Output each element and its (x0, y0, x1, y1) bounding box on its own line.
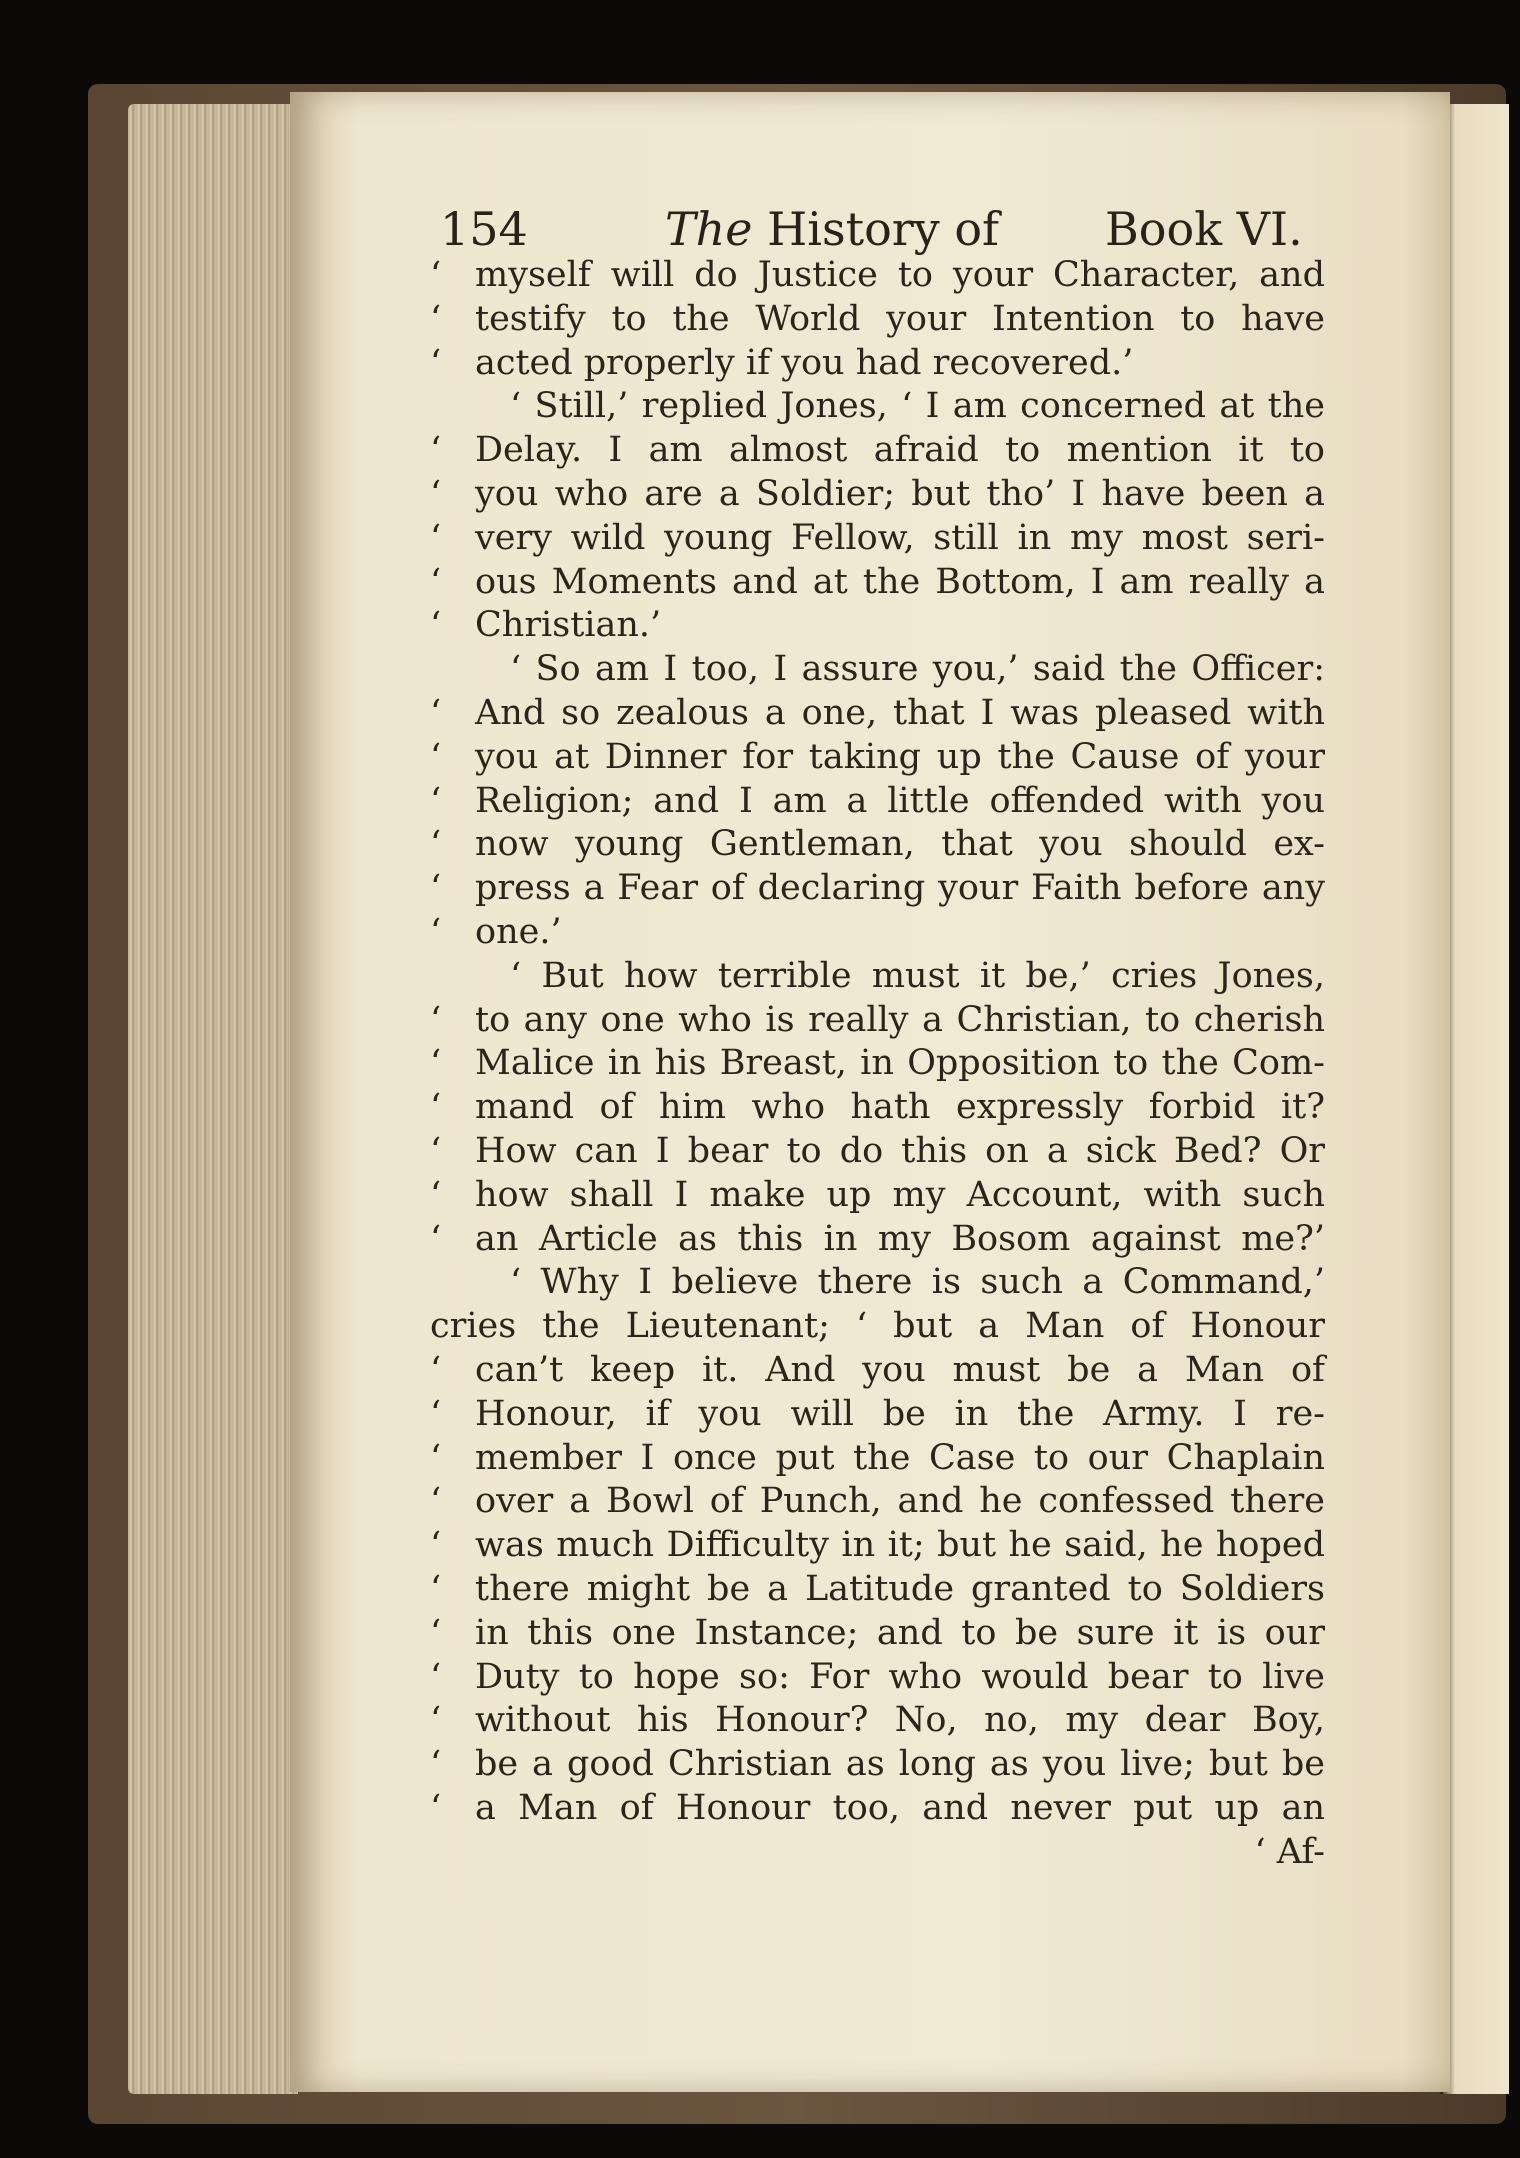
line-text: cries the Lieutenant; ‘ but a Man of Honour (430, 1306, 1325, 1347)
quote-mark: ‘ (430, 1043, 442, 1084)
quote-mark: ‘ (430, 1174, 442, 1215)
quote-mark: ‘ (430, 1437, 442, 1478)
quote-mark: ‘ (430, 1481, 442, 1522)
line-text: Malice in his Breast, in Opposition to the Com- (475, 1043, 1325, 1084)
line-text: press a Fear of declaring your Faith before any (475, 868, 1325, 909)
line-text: now young Gentleman, that you should ex- (475, 824, 1325, 865)
text-line (430, 692, 1430, 736)
catchword-line (430, 1831, 1430, 1875)
text-line (430, 1393, 1430, 1437)
line-text: mand of him who hath expressly forbid it? (475, 1087, 1325, 1128)
line-text: ‘ Still,’ replied Jones, ‘ I am concerned at the (510, 386, 1325, 427)
text-line (430, 1787, 1430, 1831)
text-line (430, 604, 1430, 648)
book-page (290, 92, 1450, 2092)
quote-mark: ‘ (430, 1612, 442, 1653)
quote-mark: ‘ (430, 1787, 442, 1828)
book-number: Book VI. (1105, 202, 1303, 256)
text-line (430, 517, 1430, 561)
line-text: an Article as this in my Bosom against me?’ (475, 1218, 1325, 1259)
text-line (430, 1743, 1430, 1787)
text-line (430, 780, 1430, 824)
catchword: ‘ Af- (1254, 1831, 1325, 1872)
quote-mark: ‘ (430, 692, 442, 733)
line-text: you who are a Soldier; but tho’ I have been a (475, 473, 1325, 514)
quote-mark: ‘ (430, 1087, 442, 1128)
text-line (430, 911, 1430, 955)
text-line (430, 1568, 1430, 1612)
text-line (430, 999, 1430, 1043)
text-line (430, 1130, 1430, 1174)
line-text: one.’ (475, 911, 562, 952)
text-line (430, 1612, 1430, 1656)
line-text: there might be a Latitude granted to Soldiers (475, 1568, 1325, 1609)
text-line (430, 1042, 1430, 1086)
line-text: a Man of Honour too, and never put up an (475, 1787, 1325, 1828)
quote-mark: ‘ (430, 255, 442, 295)
quote-mark: ‘ (430, 911, 442, 952)
text-line (430, 1699, 1430, 1743)
text-line (430, 1524, 1430, 1568)
quote-mark: ‘ (430, 605, 442, 646)
line-text: can’t keep it. And you must be a Man of (475, 1349, 1325, 1390)
running-title (665, 202, 999, 256)
page-edges (128, 104, 298, 2094)
line-text: myself will do Justice to your Character, and (475, 255, 1325, 295)
line-text: acted properly if you had recovered.’ (475, 342, 1134, 383)
page-number: 154 (440, 202, 528, 256)
line-text: ‘ So am I too, I assure you,’ said the Officer: (510, 649, 1325, 690)
line-text: Duty to hope so: For who would bear to live (475, 1656, 1325, 1697)
text-line (430, 561, 1430, 605)
text-line (430, 736, 1430, 780)
text-line (430, 1174, 1430, 1218)
quote-mark: ‘ (430, 342, 442, 383)
quote-mark: ‘ (430, 517, 442, 558)
quote-mark: ‘ (430, 1349, 442, 1390)
text-line (430, 1218, 1430, 1262)
line-text: over a Bowl of Punch, and he confessed there (475, 1481, 1325, 1522)
text-line (430, 1437, 1430, 1481)
quote-mark: ‘ (430, 1700, 442, 1741)
running-title-rest: History of (752, 202, 1000, 256)
quote-mark: ‘ (430, 1218, 442, 1259)
body-text (430, 254, 1430, 1874)
text-line (430, 1261, 1430, 1305)
quote-mark: ‘ (430, 999, 442, 1040)
quote-mark: ‘ (430, 1656, 442, 1697)
quote-mark: ‘ (430, 824, 442, 865)
text-line (430, 429, 1430, 473)
text-line (430, 1349, 1430, 1393)
text-line (430, 254, 1430, 298)
line-text: ‘ But how terrible must it be,’ cries Jones, (510, 955, 1325, 996)
text-line (430, 648, 1430, 692)
text-line (430, 955, 1430, 999)
line-text: Christian.’ (475, 605, 662, 646)
line-text: without his Honour? No, no, my dear Boy, (475, 1700, 1325, 1741)
line-text: to any one who is really a Christian, to cherish (475, 999, 1325, 1040)
line-text: how shall I make up my Account, with such (475, 1174, 1325, 1215)
quote-mark: ‘ (430, 298, 442, 339)
line-text: And so zealous a one, that I was pleased with (475, 692, 1325, 733)
line-text: was much Difficulty in it; but he said, he hoped (475, 1525, 1325, 1566)
quote-mark: ‘ (430, 1393, 442, 1434)
quote-mark: ‘ (430, 780, 442, 821)
text-line (430, 1305, 1430, 1349)
running-title-italic: The (665, 202, 753, 256)
facing-page-edge (1440, 104, 1509, 2094)
line-text: ‘ Why I believe there is such a Command,’ (510, 1262, 1325, 1303)
quote-mark: ‘ (430, 430, 442, 471)
line-text: you at Dinner for taking up the Cause of your (475, 736, 1325, 777)
text-line (430, 385, 1430, 429)
text-line (430, 473, 1430, 517)
text-line (430, 298, 1430, 342)
text-line (430, 823, 1430, 867)
quote-mark: ‘ (430, 1130, 442, 1171)
line-text: be a good Christian as long as you live; but be (475, 1744, 1325, 1785)
text-line (430, 1656, 1430, 1700)
quote-mark: ‘ (430, 561, 442, 602)
line-text: ous Moments and at the Bottom, I am really a (475, 561, 1325, 602)
line-text: member I once put the Case to our Chaplain (475, 1437, 1325, 1478)
line-text: in this one Instance; and to be sure it is our (475, 1612, 1325, 1653)
text-line (430, 342, 1430, 386)
quote-mark: ‘ (430, 1744, 442, 1785)
text-line (430, 1480, 1430, 1524)
quote-mark: ‘ (430, 1525, 442, 1566)
line-text: testify to the World your Intention to have (475, 298, 1325, 339)
line-text: Honour, if you will be in the Army. I re- (475, 1393, 1325, 1434)
text-line (430, 1086, 1430, 1130)
line-text: very wild young Fellow, still in my most seri- (475, 517, 1325, 558)
text-line (430, 867, 1430, 911)
quote-mark: ‘ (430, 868, 442, 909)
quote-mark: ‘ (430, 473, 442, 514)
quote-mark: ‘ (430, 1568, 442, 1609)
line-text: Religion; and I am a little offended with you (475, 780, 1325, 821)
quote-mark: ‘ (430, 736, 442, 777)
line-text: How can I bear to do this on a sick Bed? Or (475, 1130, 1325, 1171)
line-text: Delay. I am almost afraid to mention it to (475, 430, 1325, 471)
